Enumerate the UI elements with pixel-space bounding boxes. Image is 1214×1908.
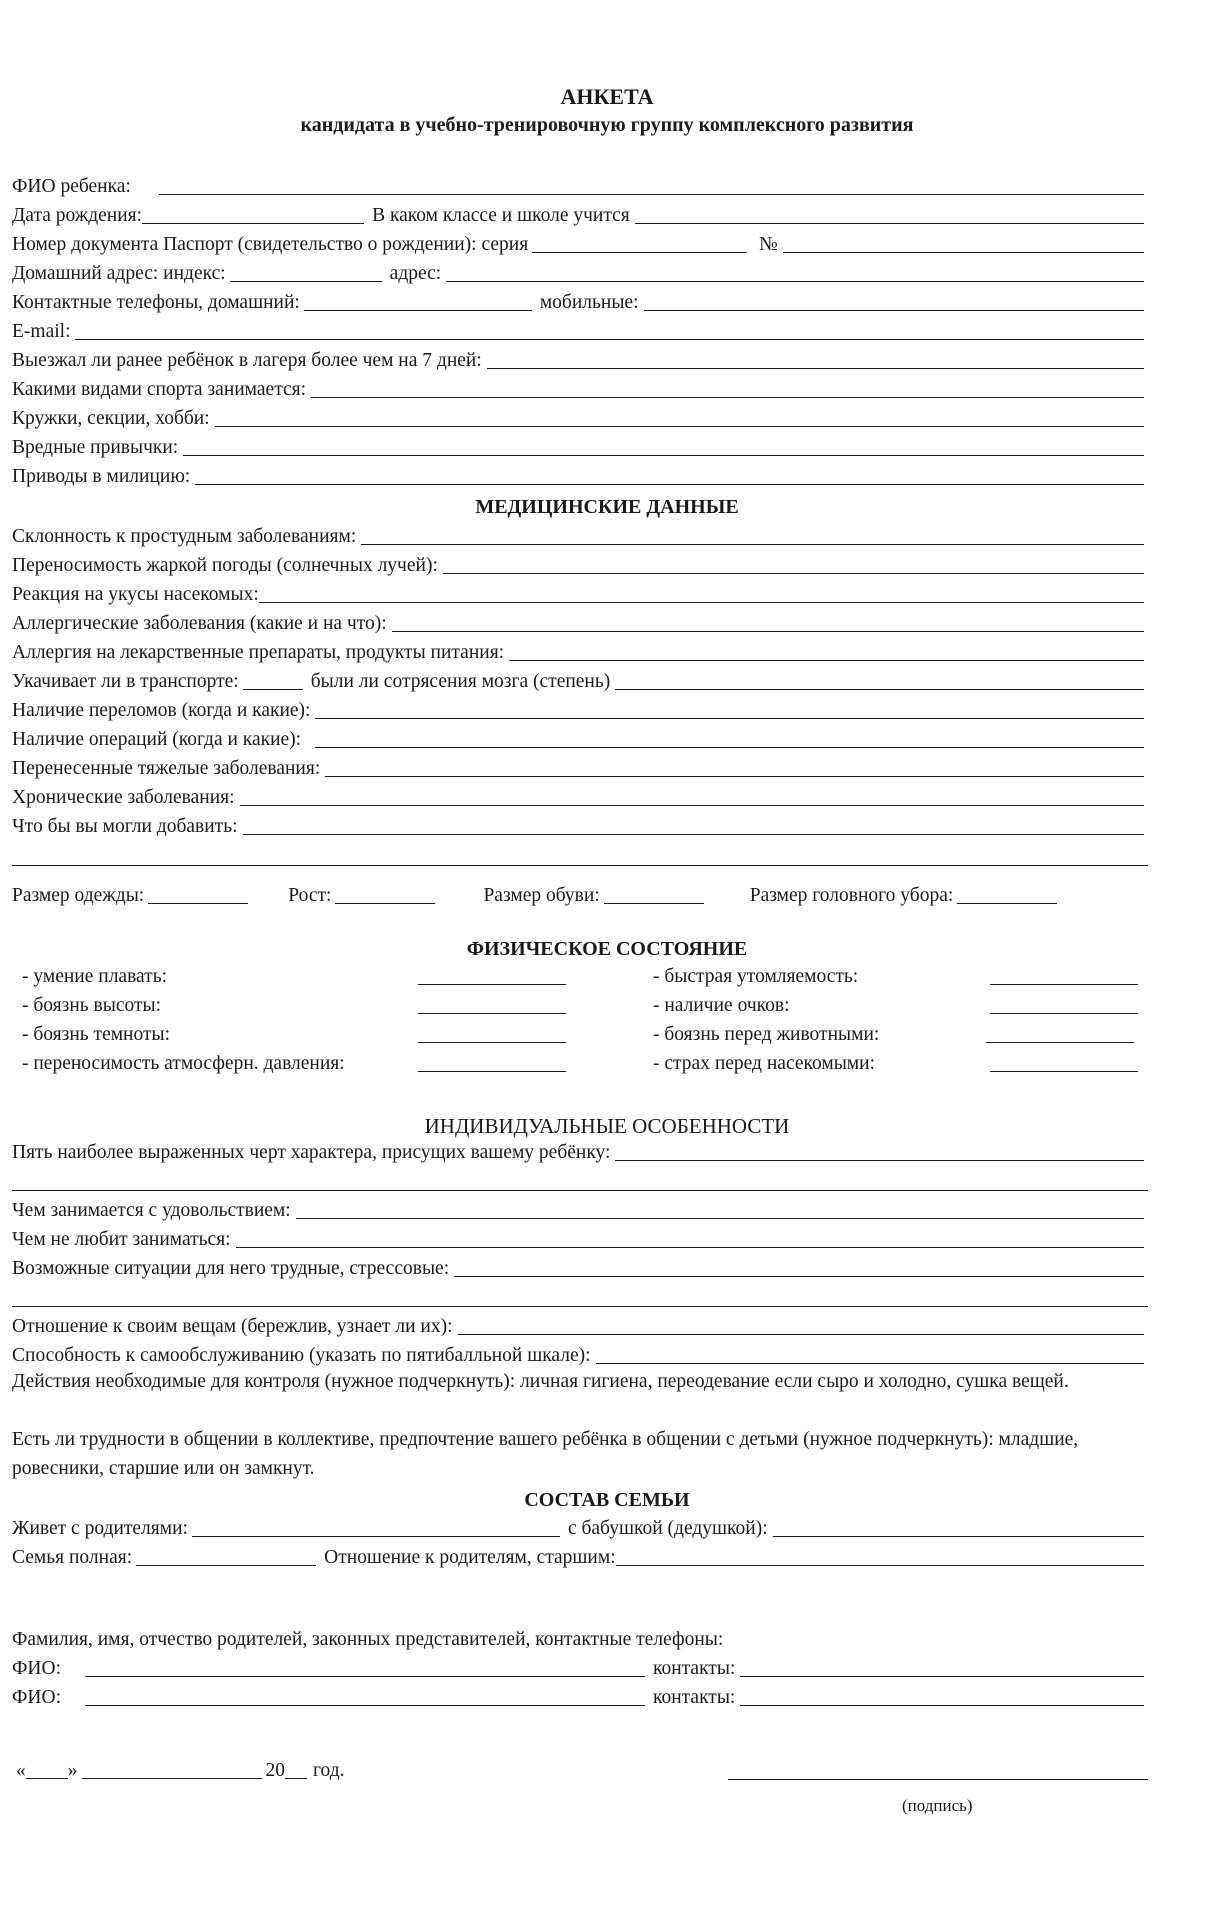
hobbies-row bbox=[12, 404, 1148, 430]
phone-home-field[interactable] bbox=[304, 290, 532, 311]
quote-close: » bbox=[67, 1760, 78, 1781]
year-field[interactable] bbox=[285, 1758, 307, 1779]
parent-contact-row bbox=[12, 1683, 1148, 1709]
police-label: Приводы в милицию: bbox=[12, 466, 191, 487]
colds-label: Склонность к простудным заболеваниям: bbox=[12, 526, 357, 547]
phys-left-row bbox=[22, 991, 161, 1017]
operations-field[interactable] bbox=[315, 727, 1144, 748]
contacts-label: контакты: bbox=[653, 1687, 736, 1708]
document-series-field[interactable] bbox=[532, 232, 747, 253]
address-label: адрес: bbox=[389, 263, 442, 284]
phys-left-line[interactable] bbox=[418, 1020, 566, 1046]
birth-school-row bbox=[12, 201, 1148, 227]
enjoys-label: Чем занимается с удовольствием: bbox=[12, 1200, 291, 1221]
contacts-field[interactable] bbox=[740, 1685, 1144, 1706]
belongings-label: Отношение к своим вещам (бережлив, узнает ли их): bbox=[12, 1316, 453, 1337]
insects-label: Реакция на укусы насекомых: bbox=[12, 584, 259, 605]
chronic-label: Хронические заболевания: bbox=[12, 787, 235, 808]
parents-row bbox=[12, 1514, 1148, 1540]
stress-row bbox=[12, 1254, 1148, 1280]
colds-field[interactable] bbox=[361, 524, 1144, 545]
year-suffix: год. bbox=[313, 1760, 345, 1781]
family-heading: СОСТАВ СЕМЬИ bbox=[524, 1489, 690, 1511]
enjoys-row bbox=[12, 1196, 1148, 1222]
phys-right-label: - наличие очков: bbox=[653, 995, 790, 1016]
address-field[interactable] bbox=[446, 261, 1144, 282]
phone-home-label: Контактные телефоны, домашний: bbox=[12, 292, 300, 313]
add-label: Что бы вы могли добавить: bbox=[12, 816, 238, 837]
add-row bbox=[12, 812, 1148, 838]
email-label: E-mail: bbox=[12, 321, 71, 342]
belongings-field[interactable] bbox=[458, 1314, 1144, 1335]
phys-left-line[interactable] bbox=[418, 962, 566, 988]
phys-right-line[interactable] bbox=[990, 991, 1138, 1017]
allergy-row bbox=[12, 609, 1148, 635]
phys-left-label: - умение плавать: bbox=[22, 966, 168, 987]
drug-allergy-row bbox=[12, 638, 1148, 664]
concussion-field[interactable] bbox=[615, 669, 1144, 690]
heat-row bbox=[12, 551, 1148, 577]
selfcare-row bbox=[12, 1341, 1148, 1367]
child-name-label: ФИО ребенка: bbox=[12, 176, 131, 197]
colds-row bbox=[12, 522, 1148, 548]
phys-right-row bbox=[653, 962, 858, 988]
grandparents-field[interactable] bbox=[773, 1516, 1144, 1537]
selfcare-field[interactable] bbox=[596, 1343, 1144, 1364]
medical-heading: МЕДИЦИНСКИЕ ДАННЫЕ bbox=[475, 496, 739, 518]
phys-right-line[interactable] bbox=[990, 1049, 1138, 1075]
clothes-size-label: Размер одежды: bbox=[12, 885, 145, 906]
traits-field[interactable] bbox=[615, 1140, 1144, 1161]
sports-label: Какими видами спорта занимается: bbox=[12, 379, 307, 400]
dislikes-label: Чем не любит заниматься: bbox=[12, 1229, 231, 1250]
relation-label: Отношение к родителям, старшим: bbox=[324, 1547, 616, 1568]
fio-label: ФИО: bbox=[12, 1658, 61, 1679]
phys-right-label: - страх перед насекомыми: bbox=[653, 1053, 875, 1074]
month-field[interactable] bbox=[82, 1758, 262, 1779]
parent-contact-row bbox=[12, 1654, 1148, 1680]
chronic-row bbox=[12, 783, 1148, 809]
phys-right-line[interactable] bbox=[986, 1020, 1134, 1046]
stress-field[interactable] bbox=[454, 1256, 1144, 1277]
page-subtitle: кандидата в учебно-тренировочную группу комплексного развития bbox=[300, 114, 914, 136]
signature-line[interactable] bbox=[728, 1779, 1148, 1780]
document-label: Номер документа Паспорт (свидетельство о рождении): серия bbox=[12, 234, 529, 255]
phys-right-label: - боязнь перед животными: bbox=[653, 1024, 880, 1045]
diseases-field[interactable] bbox=[325, 756, 1144, 777]
habits-field[interactable] bbox=[183, 435, 1144, 456]
phys-right-row bbox=[653, 991, 789, 1017]
family-full-label: Семья полная: bbox=[12, 1547, 133, 1568]
habits-row bbox=[12, 433, 1148, 459]
add-extra-line[interactable] bbox=[12, 865, 1148, 866]
child-name-row bbox=[12, 172, 1148, 198]
phys-left-row bbox=[22, 962, 167, 988]
address-row bbox=[12, 259, 1148, 285]
phys-right-row bbox=[653, 1049, 875, 1075]
belongings-row bbox=[12, 1312, 1148, 1338]
operations-label: Наличие операций (когда и какие): bbox=[12, 729, 302, 750]
stress-extra-line[interactable] bbox=[12, 1306, 1148, 1307]
camp-field[interactable] bbox=[487, 348, 1144, 369]
parents-field[interactable] bbox=[192, 1516, 560, 1537]
traits-label: Пять наиболее выраженных черт характера, присущих вашему ребёнку: bbox=[12, 1142, 611, 1163]
shoe-size-field[interactable] bbox=[604, 883, 704, 904]
number-sign-label: № bbox=[759, 234, 778, 255]
phys-right-line[interactable] bbox=[990, 962, 1138, 988]
clothes-size-field[interactable] bbox=[148, 883, 248, 904]
diseases-label: Перенесенные тяжелые заболевания: bbox=[12, 758, 321, 779]
phys-right-label: - быстрая утомляемость: bbox=[653, 966, 859, 987]
hat-size-label: Размер головного убора: bbox=[749, 885, 954, 906]
concussion-label: были ли сотрясения мозга (степень) bbox=[310, 671, 611, 692]
phys-left-label: - переносимость атмосферн. давления: bbox=[22, 1053, 345, 1074]
stress-label: Возможные ситуации для него трудные, стрессовые: bbox=[12, 1258, 450, 1279]
dislikes-row bbox=[12, 1225, 1148, 1251]
hobbies-label: Кружки, секции, хобби: bbox=[12, 408, 210, 429]
contacts-intro-row bbox=[12, 1625, 1148, 1651]
height-label: Рост: bbox=[288, 885, 332, 906]
habits-label: Вредные привычки: bbox=[12, 437, 179, 458]
selfcare-label: Способность к самообслуживанию (указать по пятибалльной шкале): bbox=[12, 1345, 591, 1366]
email-field[interactable] bbox=[75, 319, 1144, 340]
sizes-row bbox=[12, 881, 1148, 907]
phys-left-line[interactable] bbox=[418, 1049, 566, 1075]
contacts-field[interactable] bbox=[740, 1656, 1144, 1677]
insects-row bbox=[12, 580, 1148, 606]
family-full-field[interactable] bbox=[136, 1545, 316, 1566]
individual-heading: ИНДИВИДУАЛЬНЫЕ ОСОБЕННОСТИ bbox=[424, 1114, 790, 1138]
phone-mobile-field[interactable] bbox=[644, 290, 1144, 311]
motion-label: Укачивает ли в транспорте: bbox=[12, 671, 239, 692]
hobbies-field[interactable] bbox=[215, 406, 1144, 427]
allergy-field[interactable] bbox=[392, 611, 1144, 632]
page-title: АНКЕТА bbox=[560, 84, 654, 109]
fractures-field[interactable] bbox=[315, 698, 1144, 719]
motion-row bbox=[12, 667, 1148, 693]
motion-field[interactable] bbox=[243, 669, 303, 690]
phys-left-label: - боязнь высоты: bbox=[22, 995, 162, 1016]
signature-caption: (подпись) bbox=[902, 1796, 973, 1815]
drug-allergy-field[interactable] bbox=[509, 640, 1144, 661]
contacts-label: контакты: bbox=[653, 1658, 736, 1679]
fio-field[interactable] bbox=[85, 1685, 645, 1706]
index-field[interactable] bbox=[230, 261, 382, 282]
grandparents-label: с бабушкой (дедушкой): bbox=[567, 1518, 768, 1539]
dislikes-field[interactable] bbox=[236, 1227, 1144, 1248]
phones-row bbox=[12, 288, 1148, 314]
phone-mobile-label: мобильные: bbox=[539, 292, 639, 313]
document-row bbox=[12, 230, 1148, 256]
birth-date-field[interactable] bbox=[142, 203, 364, 224]
fio-field[interactable] bbox=[85, 1656, 645, 1677]
date-row bbox=[16, 1756, 416, 1782]
fractures-row bbox=[12, 696, 1148, 722]
phys-left-row bbox=[22, 1020, 170, 1046]
chronic-field[interactable] bbox=[240, 785, 1144, 806]
document-number-field[interactable] bbox=[783, 232, 1144, 253]
heat-label: Переносимость жаркой погоды (солнечных лучей): bbox=[12, 555, 438, 576]
email-row bbox=[12, 317, 1148, 343]
hat-size-field[interactable] bbox=[957, 883, 1057, 904]
contacts-intro: Фамилия, имя, отчество родителей, законных представителей, контактные телефоны: bbox=[12, 1629, 724, 1650]
camp-label: Выезжал ли ранее ребёнок в лагеря более чем на 7 дней: bbox=[12, 350, 482, 371]
parents-label: Живет с родителями: bbox=[12, 1518, 188, 1539]
quote-open: « bbox=[16, 1760, 26, 1781]
day-field[interactable] bbox=[26, 1758, 68, 1779]
communication-paragraph: Есть ли трудности в общении в коллективе, предпочтение вашего ребёнка в общении с детьми (нужное подчеркнуть): младшие, ровесники, старшие или он замкнут. bbox=[12, 1429, 1079, 1479]
camp-row bbox=[12, 346, 1148, 372]
allergy-label: Аллергические заболевания (какие и на что): bbox=[12, 613, 387, 634]
phys-left-label: - боязнь темноты: bbox=[22, 1024, 171, 1045]
add-field[interactable] bbox=[243, 814, 1144, 835]
index-label: Домашний адрес: индекс: bbox=[12, 263, 226, 284]
police-row bbox=[12, 462, 1148, 488]
heat-field[interactable] bbox=[443, 553, 1144, 574]
enjoys-field[interactable] bbox=[296, 1198, 1144, 1219]
height-field[interactable] bbox=[335, 883, 435, 904]
phys-left-row bbox=[22, 1049, 345, 1075]
relation-field[interactable] bbox=[616, 1545, 1144, 1566]
phys-right-row bbox=[653, 1020, 879, 1046]
phys-left-line[interactable] bbox=[418, 991, 566, 1017]
diseases-row bbox=[12, 754, 1148, 780]
fractures-label: Наличие переломов (когда и какие): bbox=[12, 700, 311, 721]
child-name-field[interactable] bbox=[159, 174, 1144, 195]
fio-label: ФИО: bbox=[12, 1687, 61, 1708]
year-prefix: 20 bbox=[265, 1760, 285, 1781]
school-field[interactable] bbox=[635, 203, 1144, 224]
sports-row bbox=[12, 375, 1148, 401]
traits-extra-line[interactable] bbox=[12, 1190, 1148, 1191]
birth-date-label: Дата рождения: bbox=[12, 205, 143, 226]
school-label: В каком классе и школе учится bbox=[372, 205, 630, 226]
actions-paragraph: Действия необходимые для контроля (нужное подчеркнуть): личная гигиена, переодевание если сыро и холодно, сушка вещей. bbox=[12, 1371, 1069, 1392]
physical-heading: ФИЗИЧЕСКОЕ СОСТОЯНИЕ bbox=[466, 938, 748, 960]
shoe-size-label: Размер обуви: bbox=[483, 885, 600, 906]
police-field[interactable] bbox=[195, 464, 1144, 485]
family-full-row bbox=[12, 1543, 1148, 1569]
traits-row bbox=[12, 1138, 1148, 1164]
operations-row bbox=[12, 725, 1148, 751]
sports-field[interactable] bbox=[311, 377, 1144, 398]
insects-field[interactable] bbox=[259, 582, 1144, 603]
drug-allergy-label: Аллергия на лекарственные препараты, продукты питания: bbox=[12, 642, 505, 663]
